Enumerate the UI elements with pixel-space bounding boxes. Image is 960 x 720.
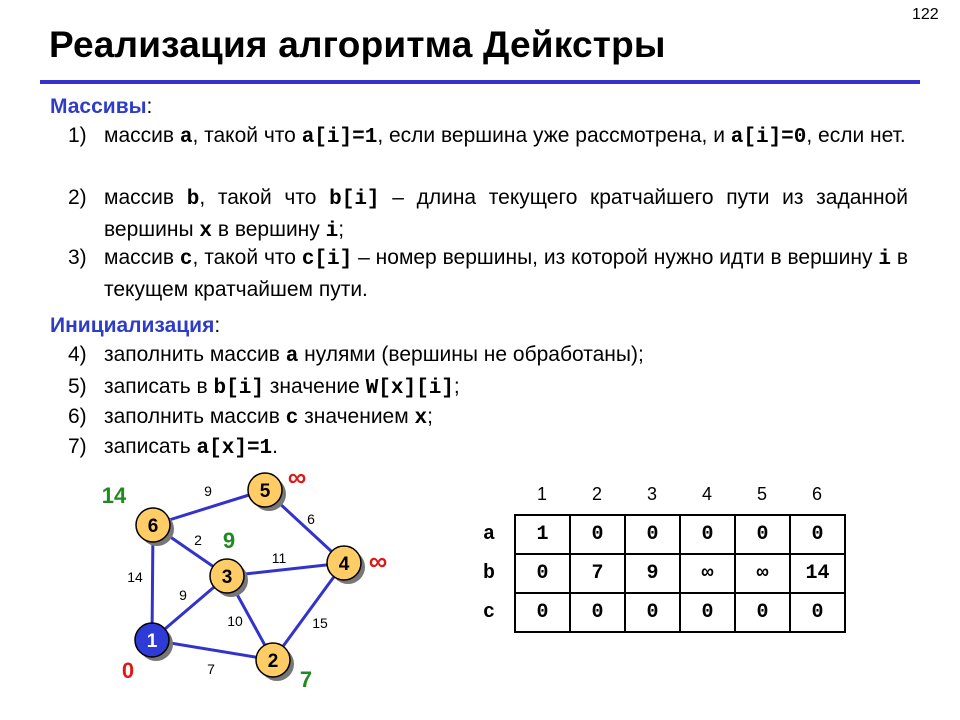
column-header: 1	[536, 484, 547, 504]
distance-node-3: 9	[222, 528, 236, 553]
item-text	[104, 432, 908, 464]
distance-node-1: 0	[121, 658, 135, 683]
item-number: 5)	[68, 375, 87, 398]
code-part: x	[414, 407, 428, 430]
code-part: i	[325, 220, 339, 243]
code-part: a[i]=0	[730, 126, 807, 149]
code-part: b[i]	[329, 188, 380, 211]
table-cell: 0	[625, 593, 680, 632]
text-part: записать в	[104, 375, 214, 398]
text-part: массив	[104, 124, 180, 147]
column-header: 5	[756, 484, 767, 504]
arrays-heading	[50, 95, 152, 119]
table-cell: 0	[515, 554, 570, 593]
graph-edges	[152, 490, 344, 660]
code-part: b	[186, 188, 200, 211]
arrays-table	[514, 514, 846, 633]
edge-weight-1-3: 9	[179, 587, 187, 603]
table-cell: 0	[515, 593, 570, 632]
title-underline	[40, 80, 920, 84]
table-cell: 0	[735, 593, 790, 632]
node-label: 1	[146, 631, 158, 652]
edge-weight-4-5: 6	[307, 511, 315, 527]
item-number: 1)	[68, 124, 87, 147]
table-row-c	[515, 593, 845, 632]
array-item-2	[68, 183, 908, 247]
table-cell: 0	[570, 515, 625, 554]
table-cell: 0	[680, 515, 735, 554]
init-heading	[50, 314, 220, 338]
edge-weight-2-4: 15	[312, 615, 328, 631]
text-part: , такой что	[192, 246, 302, 269]
code-part: c	[285, 407, 299, 430]
row-header-b: b	[482, 562, 495, 585]
table-cell: ∞	[735, 554, 790, 593]
item-text	[104, 340, 908, 372]
text-part: массив	[104, 246, 180, 269]
edge-weight-3-4: 11	[271, 550, 287, 566]
code-part: a[x]=1	[196, 437, 273, 460]
node-label: 4	[338, 554, 350, 575]
text-part: заполнить массив	[104, 343, 286, 366]
row-header-c: c	[482, 601, 495, 624]
arrays-heading-colon: :	[146, 95, 153, 118]
graph-diagram	[80, 464, 510, 704]
text-part: в текущем кратчайшем пути.	[104, 246, 908, 301]
item-text	[104, 372, 908, 404]
arrays-heading-text: Массивы	[50, 95, 147, 118]
edge-weight-5-6: 9	[204, 483, 212, 499]
row-header-a: a	[482, 523, 495, 546]
text-part: .	[272, 435, 278, 458]
table-row-b	[515, 554, 845, 593]
text-part: ;	[427, 405, 433, 428]
code-part: a[i]=1	[301, 126, 378, 149]
text-part: , такой что	[192, 124, 302, 147]
node-label: 6	[147, 516, 159, 537]
distance-node-4: ∞	[368, 546, 388, 576]
page-number: 122	[912, 6, 939, 23]
edge-weight-1-2: 7	[207, 661, 215, 677]
code-part: c[i]	[301, 248, 353, 271]
table-cell: 0	[625, 515, 680, 554]
item-text	[104, 183, 908, 247]
array-item-3	[68, 243, 908, 305]
graph-node-2	[256, 643, 294, 681]
init-heading-text: Инициализация	[50, 314, 215, 337]
column-header: 6	[811, 484, 822, 504]
table-cell: 0	[735, 515, 790, 554]
item-number: 3)	[68, 246, 87, 269]
table-row-a	[515, 515, 845, 554]
column-header: 4	[701, 484, 712, 504]
graph-node-5	[248, 473, 286, 511]
node-label: 5	[259, 481, 271, 502]
text-part: – номер вершины, из которой нужно идти в вершину	[352, 246, 879, 269]
text-part: нулями (вершины не обработаны);	[298, 343, 644, 366]
table-cell: 14	[790, 554, 845, 593]
page-title: Реализация алгоритма Дейкстры	[49, 24, 666, 65]
item-text	[104, 121, 908, 153]
init-item-7	[68, 432, 908, 464]
table-cell: 0	[790, 515, 845, 554]
text-part: – длина текущего кратчайшего пути из заданной вершины	[104, 186, 908, 241]
item-text	[104, 402, 908, 434]
table-cell: 1	[515, 515, 570, 554]
table-cell: 0	[790, 593, 845, 632]
text-part: значение	[263, 375, 366, 398]
text-part: заполнить массив	[104, 405, 286, 428]
item-number: 2)	[68, 186, 87, 209]
init-heading-colon: :	[214, 314, 221, 337]
code-part: a	[179, 126, 193, 149]
graph-node-3	[210, 559, 248, 597]
column-header: 2	[591, 484, 602, 504]
text-part: ;	[338, 218, 345, 241]
node-label: 3	[221, 567, 233, 588]
table-cell: 7	[570, 554, 625, 593]
distance-node-6: 14	[101, 483, 127, 508]
distance-node-2: 7	[299, 667, 313, 692]
code-part: a	[285, 345, 299, 368]
item-text	[104, 243, 908, 305]
distance-node-5: ∞	[287, 462, 307, 492]
table-cell: ∞	[680, 554, 735, 593]
text-part: ;	[453, 375, 460, 398]
graph-node-6	[136, 508, 174, 546]
node-label: 2	[267, 651, 279, 672]
table-cell: 0	[680, 593, 735, 632]
item-number: 4)	[68, 343, 87, 366]
edge-2-4	[273, 563, 344, 660]
item-number: 7)	[68, 435, 87, 458]
init-item-6	[68, 402, 908, 434]
table-cell: 9	[625, 554, 680, 593]
init-item-4	[68, 340, 908, 372]
edge-weight-3-6: 2	[194, 532, 202, 548]
item-number: 6)	[68, 405, 87, 428]
text-part: значением	[298, 405, 415, 428]
graph-nodes	[135, 473, 365, 681]
code-part: x	[199, 220, 212, 243]
edge-weight-1-6: 14	[127, 569, 143, 585]
init-item-5	[68, 372, 908, 404]
text-part: записать	[104, 435, 197, 458]
table-cell: 0	[570, 593, 625, 632]
text-part: в вершину	[212, 218, 326, 241]
text-part: , если нет.	[806, 124, 906, 147]
column-header: 3	[646, 484, 657, 504]
code-part: b[i]	[213, 377, 264, 400]
text-part: , такой что	[199, 186, 330, 209]
text-part: , если вершина уже рассмотрена, и	[377, 124, 731, 147]
code-part: c	[179, 248, 193, 271]
array-item-1	[68, 121, 908, 153]
code-part: W[x][i]	[365, 377, 454, 400]
code-part: i	[878, 248, 891, 271]
edge-weight-2-3: 10	[227, 613, 243, 629]
text-part: массив	[104, 186, 187, 209]
